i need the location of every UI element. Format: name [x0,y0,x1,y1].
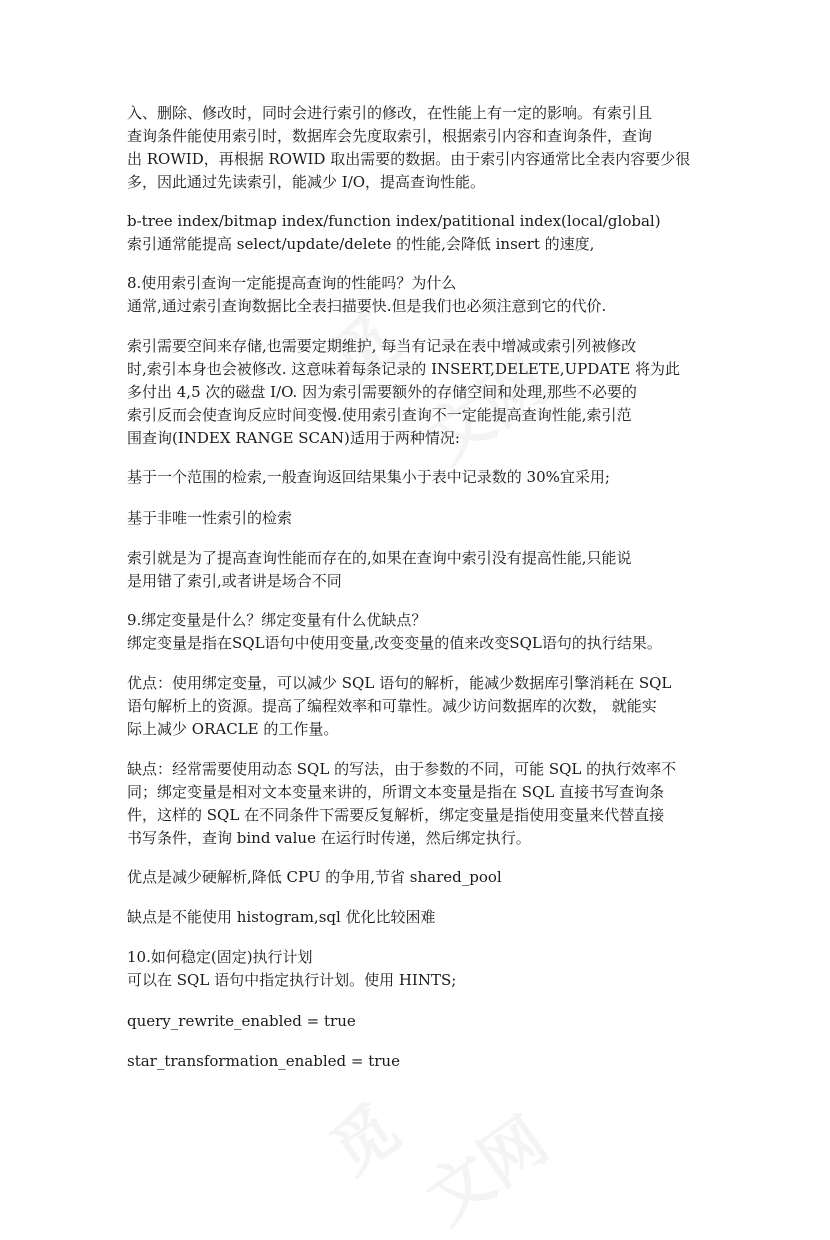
paragraph-line: 缺点是不能使用 histogram,sql 优化比较困难 [127,908,436,926]
paragraph-line: 查询条件能使用索引时，数据库会先度取索引，根据索引内容和查询条件，查询 [127,127,653,145]
paragraph-line: 缺点：经常需要使用动态 SQL 的写法，由于参数的不同，可能 SQL 的执行效率不 [127,760,677,778]
paragraph-line: 可以在 SQL 语句中指定执行计划。使用 HINTS; [127,971,457,989]
watermark-text: 文网 [413,343,562,478]
paragraph-line: 索引通常能提高 select/update/delete 的性能,会降低 insert 的速度, [127,235,595,253]
watermark-text: 觅 [318,1092,413,1190]
paragraph-line: 多，因此通过先读索引，能减少 I/O，提高查询性能。 [127,173,486,191]
watermark-text: 觅 [318,302,413,400]
paragraph-line: 围查询(INDEX RANGE SCAN)适用于两种情况: [127,429,460,447]
paragraph-line: 基于一个范围的检索,一般查询返回结果集小于表中记录数的 30%宜采用; [127,468,610,486]
paragraph-line: 是用错了索引,或者讲是场合不同 [127,572,342,590]
paragraph-line: 绑定变量是指在SQL语句中使用变量,改变变量的值来改变SQL语句的执行结果。 [127,634,662,652]
paragraph-line: 优点：使用绑定变量，可以减少 SQL 语句的解析，能减少数据库引擎消耗在 SQL [127,674,672,692]
paragraph-line: 索引反而会使查询反应时间变慢.使用索引查询不一定能提高查询性能,索引范 [127,406,632,424]
section-heading: 8.使用索引查询一定能提高查询的性能吗？为什么 [127,274,457,292]
paragraph-line: 出 ROWID，再根据 ROWID 取出需要的数据。由于索引内容通常比全表内容要少很 [127,150,691,168]
section-heading: 9.绑定变量是什么？绑定变量有什么优缺点？ [127,611,427,629]
paragraph-line: 同；绑定变量是相对文本变量来讲的，所谓文本变量是指在 SQL 直接书写查询条 [127,783,665,801]
paragraph-line: 通常,通过索引查询数据比全表扫描要快.但是我们也必须注意到它的代价. [127,297,607,315]
watermark-text: 文网 [413,1103,562,1238]
code-line: star_transformation_enabled = true [127,1052,400,1070]
paragraph-line: 入、删除、修改时，同时会进行索引的修改，在性能上有一定的影响。有索引且 [127,104,653,122]
paragraph-line: 索引需要空间来存储,也需要定期维护, 每当有记录在表中增减或索引列被修改 [127,337,637,355]
paragraph-line: 语句解析上的资源。提高了编程效率和可靠性。减少访问数据库的次数， 就能实 [127,697,657,715]
paragraph-line: b-tree index/bitmap index/function index/patitional index(local/global) [127,212,661,230]
paragraph-line: 件，这样的 SQL 在不同条件下需要反复解析，绑定变量是指使用变量来代替直接 [127,806,665,824]
paragraph-line: 际上减少 ORACLE 的工作量。 [127,720,339,738]
paragraph-line: 多付出 4,5 次的磁盘 I/O. 因为索引需要额外的存储空间和处理,那些不必要的 [127,383,637,401]
paragraph-line: 基于非唯一性索引的检索 [127,509,293,527]
section-heading: 10.如何稳定(固定)执行计划 [127,948,313,966]
paragraph-line: 书写条件，查询 bind value 在运行时传递，然后绑定执行。 [127,829,531,847]
paragraph-line: 索引就是为了提高查询性能而存在的,如果在查询中索引没有提高性能,只能说 [127,549,632,567]
code-line: query_rewrite_enabled = true [127,1012,356,1030]
paragraph-line: 时,索引本身也会被修改. 这意味着每条记录的 INSERT,DELETE,UPDATE 将为此 [127,360,681,378]
paragraph-line: 优点是减少硬解析,降低 CPU 的争用,节省 shared_pool [127,868,502,886]
